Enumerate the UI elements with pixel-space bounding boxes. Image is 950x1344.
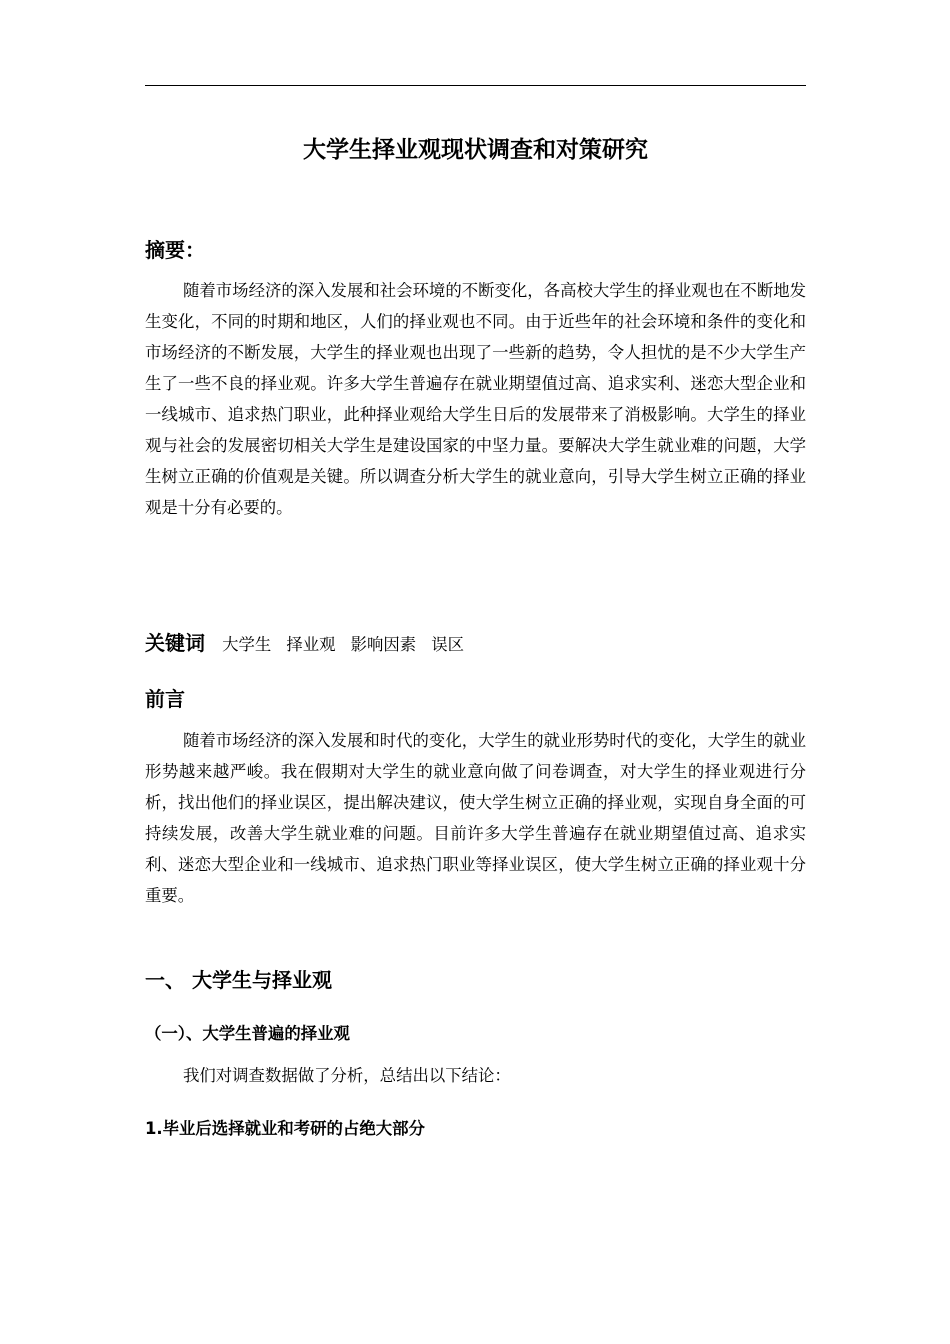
subsection-heading: （一）、大学生普遍的择业观	[145, 1024, 350, 1043]
keyword-item: 大学生	[222, 635, 272, 654]
keywords-label: 关键词	[145, 631, 205, 655]
preface-label: 前言	[145, 687, 185, 711]
header-rule	[145, 85, 806, 86]
section-heading: 一、 大学生与择业观	[145, 968, 332, 992]
keywords-line	[145, 628, 806, 660]
conclusion-intro: 我们对调查数据做了分析，总结出以下结论：	[183, 1066, 511, 1085]
keyword-item: 误区	[431, 635, 465, 654]
document-title: 大学生择业观现状调查和对策研究	[303, 137, 648, 163]
preface-text: 随着市场经济的深入发展和时代的变化，大学生的就业形势时代的变化，大学生的就业形势越来越严峻。我在假期对大学生的就业意向做了问卷调查，对大学生的择业观进行分析，找出他们的择业误区，提出解决建议，使大学生树立正确的择业观，实现自身全面的可持续发展，改善大学生就业难的问题。目前许多大学生普遍存在就业期望值过高、追求实利、迷恋大型企业和一线城市、追求热门职业等择业误区，使大学生树立正确的择业观十分重要。	[145, 731, 806, 905]
abstract-label: 摘要：	[145, 238, 205, 262]
keyword-item: 择业观	[286, 635, 336, 654]
keyword-item: 影响因素	[350, 635, 417, 654]
point-heading: 1.毕业后选择就业和考研的占绝大部分	[145, 1119, 425, 1138]
abstract-text: 随着市场经济的深入发展和社会环境的不断变化，各高校大学生的择业观也在不断地发生变化，不同的时期和地区，人们的择业观也不同。由于近些年的社会环境和条件的变化和市场经济的不断发展，大学生的择业观也出现了一些新的趋势，令人担忧的是不少大学生产生了一些不良的择业观。许多大学生普遍存在就业期望值过高、追求实利、迷恋大型企业和一线城市、追求热门职业，此种择业观给大学生日后的发展带来了消极影响。大学生的择业观与社会的发展密切相关大学生是建设国家的中坚力量。要解决大学生就业难的问题，大学生树立正确的价值观是关键。所以调查分析大学生的就业意向，引导大学生树立正确的择业观是十分有必要的。	[145, 281, 806, 517]
